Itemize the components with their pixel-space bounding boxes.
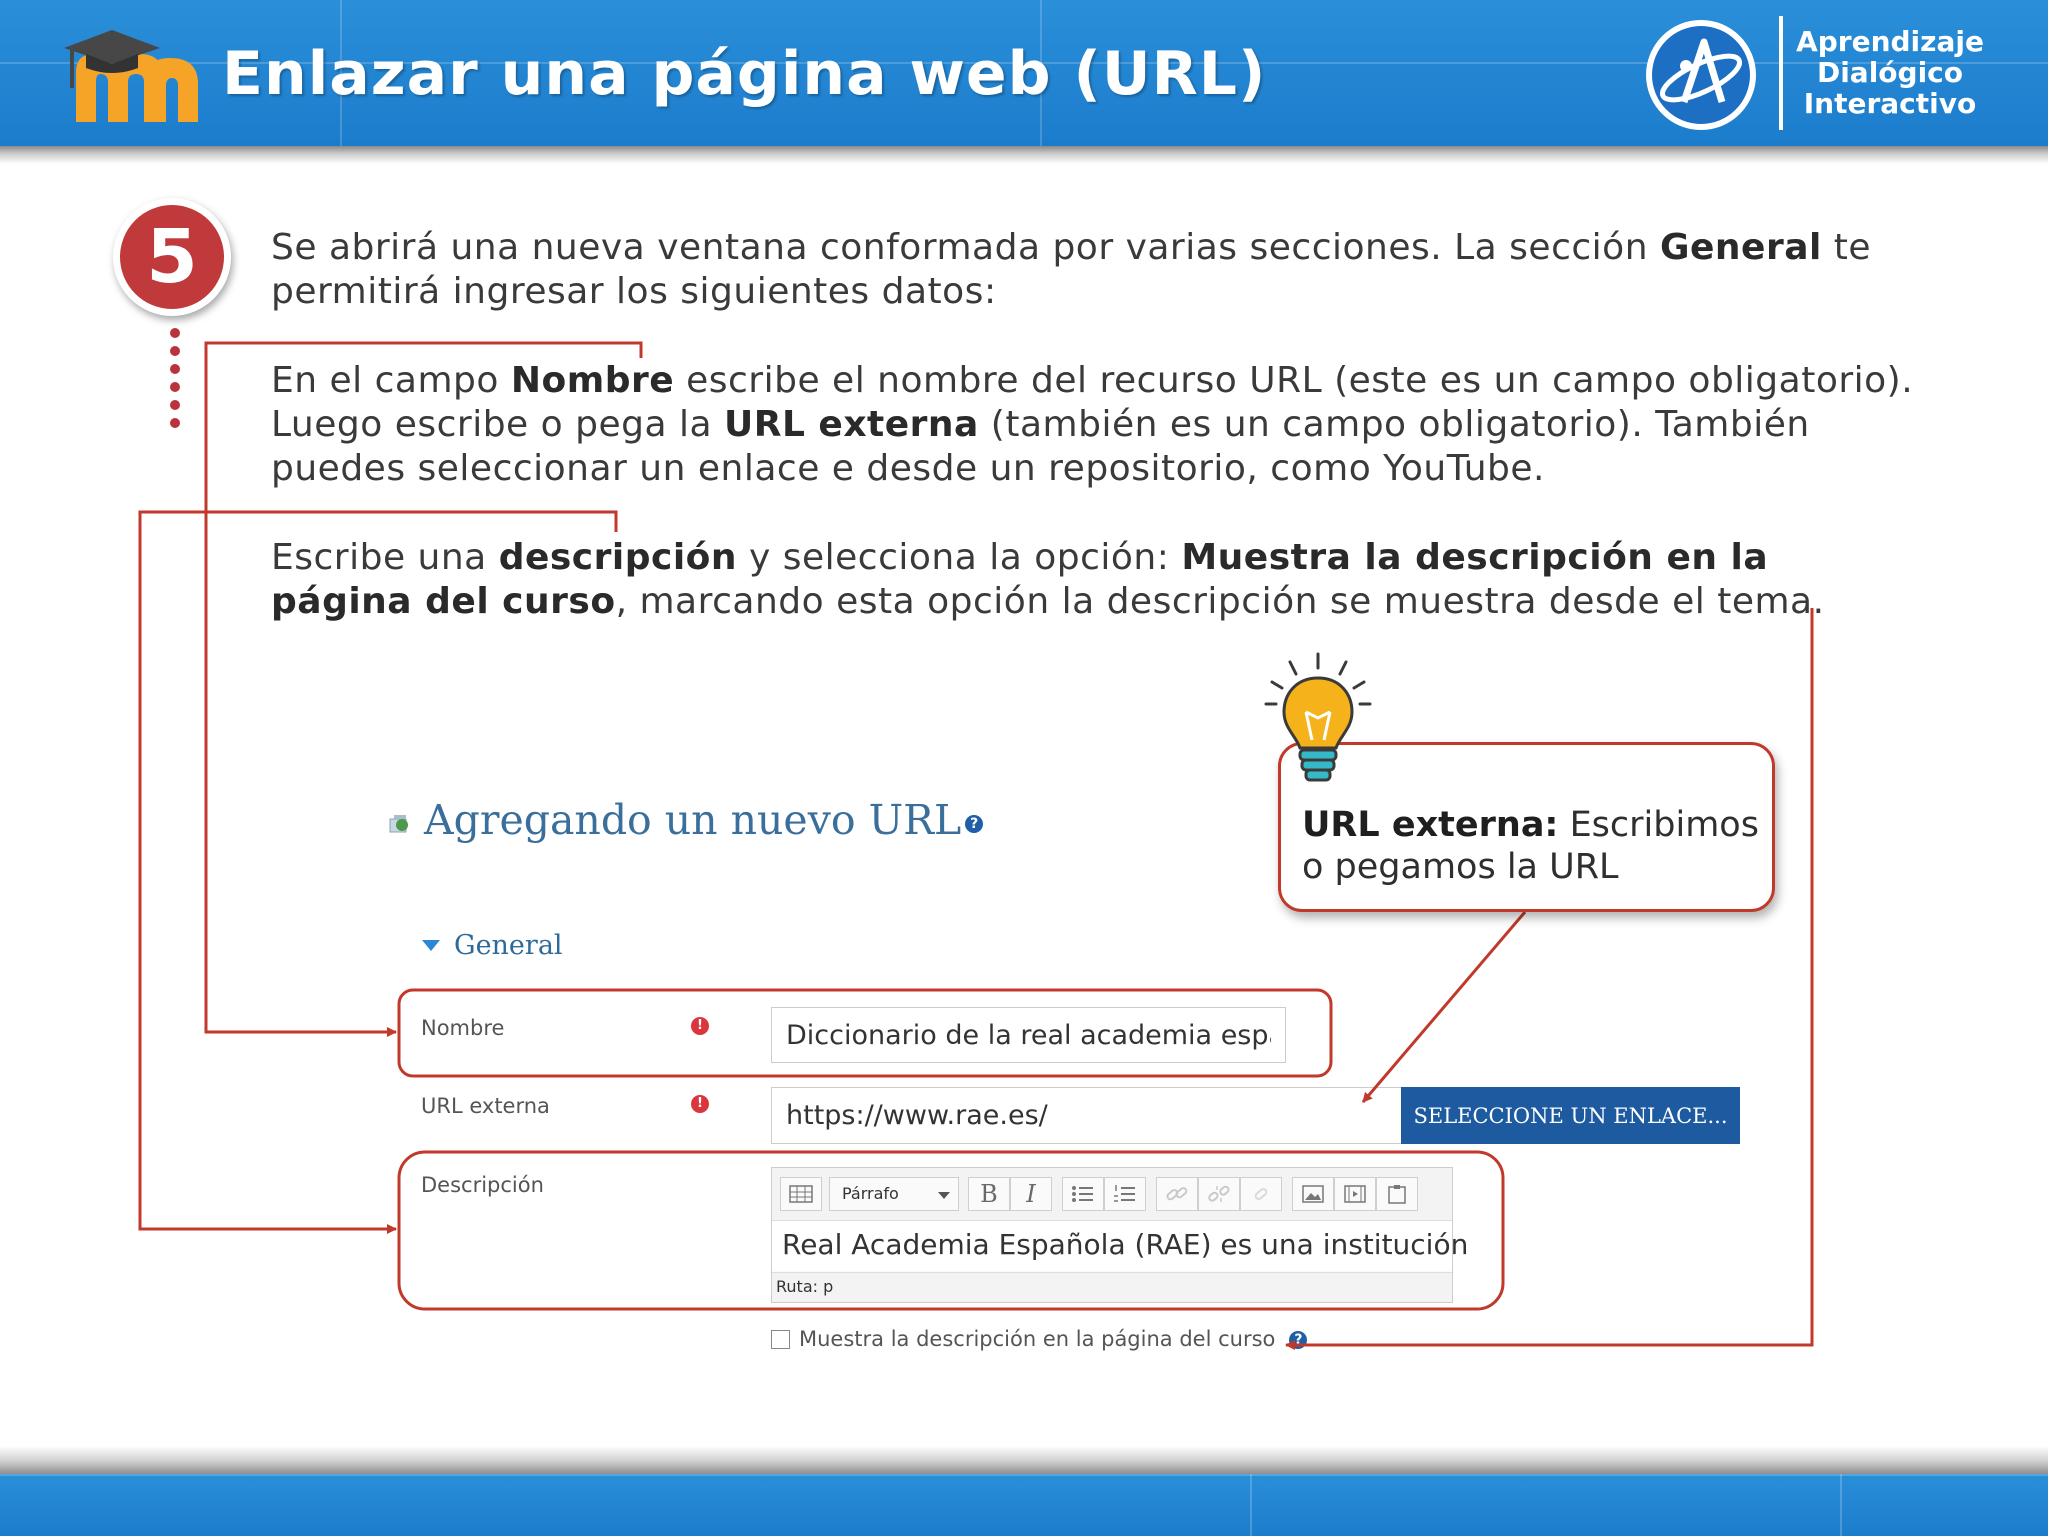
link-button[interactable] [1156, 1177, 1198, 1211]
unlink-icon [1207, 1184, 1231, 1204]
footer-decoration [1840, 1474, 1842, 1536]
bullet-list-icon [1071, 1184, 1095, 1204]
emphasis-text: descripción [498, 537, 738, 578]
chevron-down-icon [422, 940, 440, 951]
emphasis-text: General [1659, 227, 1822, 268]
form-title-text: Agregando un nuevo URL [424, 796, 962, 844]
insert-media-button[interactable] [1334, 1177, 1376, 1211]
grid-icon [789, 1184, 813, 1204]
film-icon [1343, 1184, 1367, 1204]
anchor-button[interactable] [1240, 1177, 1282, 1211]
brand-line: Interactivo [1803, 87, 1977, 120]
header-bar [0, 0, 2048, 146]
paragraph-format-select[interactable] [829, 1177, 959, 1211]
footer-decoration [0, 1474, 2048, 1476]
emphasis-text: Muestra la descripción en la página del curso [271, 537, 1769, 622]
callout-arrow [1363, 912, 1525, 1102]
link-icon [1165, 1184, 1189, 1204]
instruction-text: escribe el nombre del recurso URL (este es un campo obligatorio). Luego escribe o pega la [271, 360, 1914, 445]
footer-bar [0, 1446, 2048, 1536]
instruction-text: En el campo [271, 360, 511, 401]
show-description-text: Muestra la descripción en la página del curso [799, 1327, 1276, 1351]
required-icon: ! [691, 1095, 709, 1113]
chevron-down-icon [938, 1192, 950, 1199]
brand-line: Aprendizaje [1796, 25, 1984, 58]
description-textarea[interactable]: Real Academia Española (RAE) es una institución [772, 1221, 1452, 1271]
lightbulb-icon [1262, 652, 1374, 792]
manage-files-button[interactable] [1376, 1177, 1418, 1211]
instruction-text: Se abrirá una nueva ventana conformada por varias secciones. La sección [271, 227, 1660, 268]
unordered-list-button[interactable] [1062, 1177, 1104, 1211]
show-description-checkbox[interactable] [771, 1330, 790, 1349]
brand-logo-icon [1644, 18, 1758, 132]
clipboard-icon [1385, 1184, 1409, 1204]
step-badge [113, 198, 231, 316]
editor-path: Ruta: p [772, 1272, 1452, 1302]
instruction-text: y selecciona la opción: [737, 537, 1182, 578]
callout-rest: Escribimos o pegamos la URL [1302, 805, 1759, 887]
url-field-label: URL externa [421, 1094, 550, 1118]
link-disabled-icon [1249, 1184, 1273, 1204]
italic-button[interactable]: I [1010, 1177, 1052, 1211]
emphasis-text: Nombre [510, 360, 675, 401]
instruction-paragraph-1 [271, 226, 1921, 314]
ordered-list-button[interactable] [1104, 1177, 1146, 1211]
url-resource-icon [388, 813, 410, 833]
description-editor [771, 1167, 1469, 1303]
instruction-paragraph-3 [271, 536, 1921, 624]
callout-bold: URL externa: [1302, 805, 1559, 845]
footer-shadow [0, 1446, 2048, 1474]
section-general-toggle[interactable] [422, 930, 563, 961]
external-url-input[interactable] [771, 1087, 1403, 1144]
instruction-text: Escribe una [271, 537, 499, 578]
brand-name [1790, 26, 1990, 119]
callout-text [1302, 804, 1772, 888]
step-dots-decoration [170, 328, 180, 436]
insert-image-button[interactable] [1292, 1177, 1334, 1211]
footer-background [0, 1474, 2048, 1536]
step-number: 5 [120, 205, 224, 309]
help-icon[interactable]: ? [1289, 1331, 1307, 1349]
name-input[interactable] [771, 1007, 1286, 1063]
image-icon [1301, 1184, 1325, 1204]
unlink-button[interactable] [1198, 1177, 1240, 1211]
moodle-logo-icon [62, 28, 202, 128]
page-title: Enlazar una página web (URL) [222, 39, 1267, 109]
instruction-text: , marcando esta opción la descripción se muestra desde el tema. [615, 581, 1825, 622]
bold-button[interactable]: B [968, 1177, 1010, 1211]
numbered-list-icon [1113, 1184, 1137, 1204]
instruction-paragraph-2 [271, 359, 1921, 491]
footer-decoration [1250, 1474, 1252, 1536]
editor-toolbar [772, 1168, 1452, 1221]
toolbar-toggle-icon[interactable] [780, 1177, 822, 1211]
form-title [424, 796, 983, 844]
section-general-label: General [454, 930, 563, 961]
select-link-button[interactable]: SELECCIONE UN ENLACE... [1401, 1087, 1740, 1144]
name-field-label: Nombre [421, 1016, 505, 1040]
paragraph-format-value: Párrafo [842, 1184, 899, 1203]
description-field-label: Descripción [421, 1173, 544, 1197]
show-description-label [799, 1327, 1307, 1351]
brand-divider [1779, 16, 1783, 130]
required-icon: ! [691, 1017, 709, 1035]
instruction-text: te permitirá ingresar los siguientes datos: [271, 227, 1872, 312]
help-icon[interactable]: ? [965, 815, 983, 833]
emphasis-text: URL externa [723, 404, 979, 445]
header-shadow [0, 146, 2048, 164]
instruction-text: (también es un campo obligatorio). También puedes seleccionar un enlace e desde un repositorio, como YouTube. [271, 404, 1810, 489]
brand-line: Dialógico [1816, 56, 1964, 89]
